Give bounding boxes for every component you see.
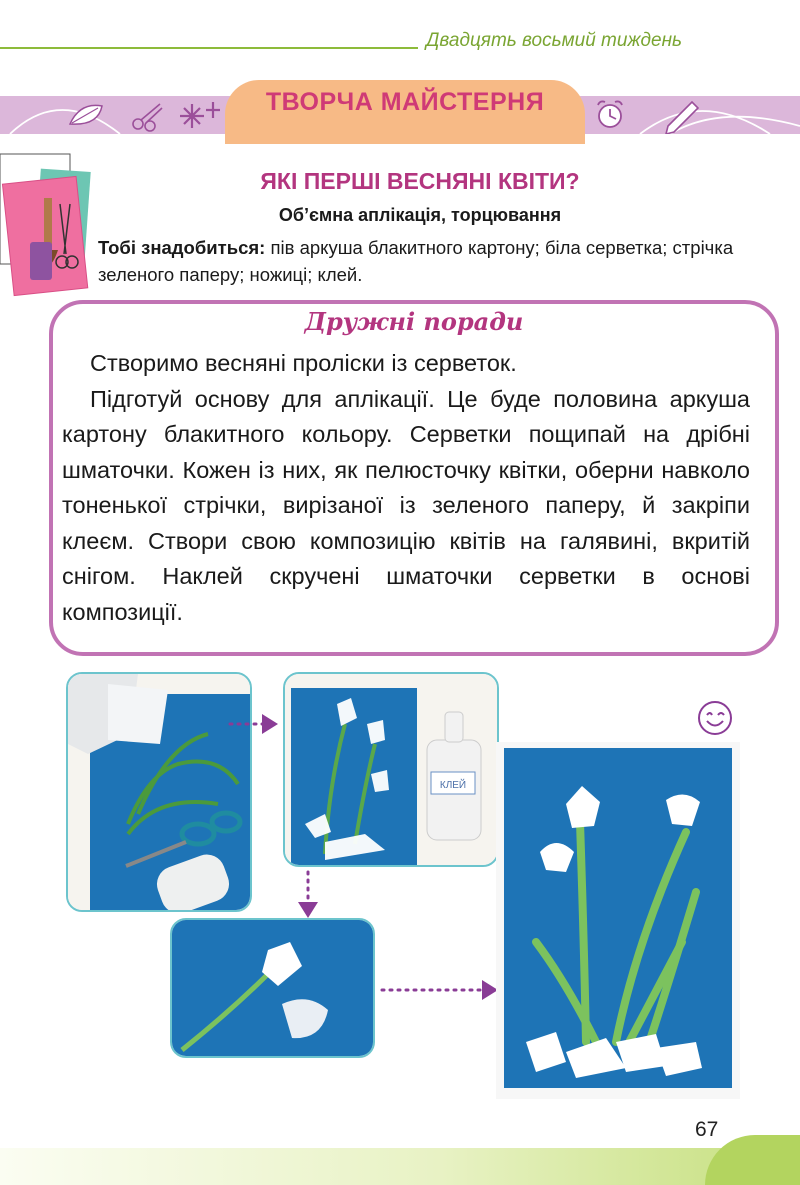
pencil-icon [666, 102, 698, 134]
tips-paragraph-2: Підготуй основу для аплікації. Це буде половина аркуша картону блакитного кольору. Серветки пощипай на дрібні шматочки. Кожен із них, як пелюсточку квітки, оберни навколо тоненької стрічки, вирізаної із зеленого паперу, й закріпи клеєм. Створи свою композицію квітів на галявині, вкритій снігом. Наклей скручені шматочки серветки в основі композиції. [62, 385, 750, 625]
photo-result [496, 742, 740, 1099]
scissors-icon [133, 104, 162, 131]
photo-assembling [283, 672, 499, 867]
tips-title: Дружні поради [304, 307, 524, 336]
materials-illustration [0, 150, 96, 298]
glue-label: КЛЕЙ [439, 780, 467, 791]
week-title: Двадцять восьмий тиждень [426, 30, 683, 51]
arrow-right-2 [378, 978, 504, 1002]
materials-label: Тобі знадобиться: [98, 237, 266, 258]
photo-materials [66, 672, 252, 912]
arrow-down [296, 868, 320, 920]
leaf-icon [70, 105, 102, 124]
glue-icon [30, 242, 52, 280]
snowflake-icon [180, 102, 220, 128]
arrow-right-1 [226, 712, 282, 736]
footer-band [0, 1148, 800, 1185]
alarm-clock-icon [598, 101, 622, 127]
banner-title: ТВОРЧА МАЙСТЕРНЯ [265, 88, 545, 116]
footer-curve [705, 1135, 800, 1185]
materials-text [98, 234, 770, 288]
smile-icon [696, 699, 734, 737]
task-title: ЯКІ ПЕРШІ ВЕСНЯНІ КВІТИ? [260, 168, 580, 194]
tips-text [62, 346, 750, 630]
photo-detail [170, 918, 375, 1058]
header-rule [0, 47, 418, 49]
task-subtitle: Об’ємна аплікація, торцювання [278, 205, 562, 225]
materials-list: пів аркуша блакитного картону; біла серветка; стрічка зеленого паперу; ножиці; клей. [98, 237, 734, 285]
page-number: 67 [695, 1118, 719, 1141]
tips-paragraph-1: Створимо весняні проліски із серветок. [90, 350, 517, 376]
